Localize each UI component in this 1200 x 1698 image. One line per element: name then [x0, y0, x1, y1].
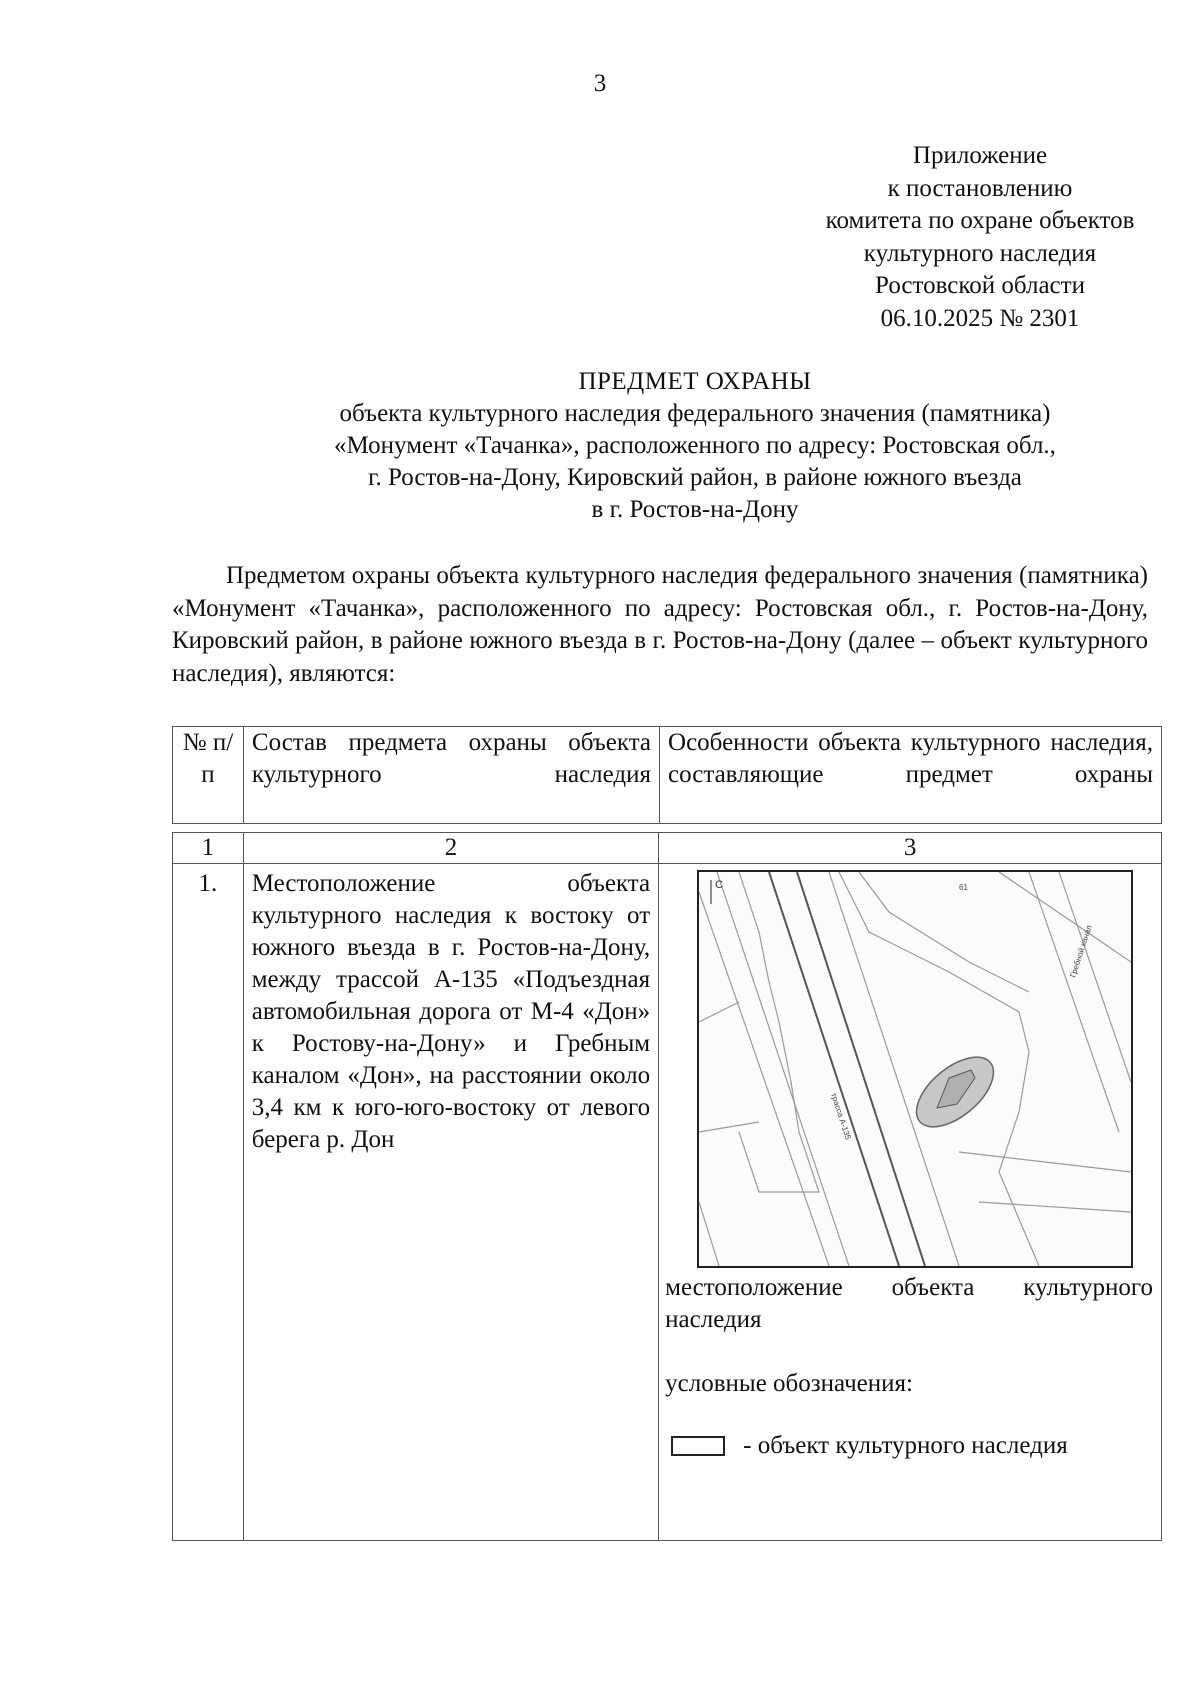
column-number: 2 [243, 833, 658, 864]
title-line: в г. Ростов-на-Дону [591, 496, 799, 523]
location-map [697, 870, 1133, 1268]
legend-item-label: - объект культурного наследия [743, 1432, 1068, 1459]
column-number-row [173, 833, 1162, 864]
header-composition: Состав предмета охраны объекта культурного наследия [243, 727, 659, 824]
title-line: г. Ростов-на-Дону, Кировский район, в районе южного въезда [368, 464, 1022, 491]
appendix-date: 06.10.2025 № 2301 [880, 304, 1080, 332]
appendix-line: комитета по охране объектов [825, 207, 1135, 234]
legend-box-icon [671, 1436, 725, 1456]
appendix-line: культурного наследия [863, 239, 1097, 267]
map-caption: местоположение объекта культурного наследия [665, 1274, 1153, 1333]
legend-item [665, 1430, 1153, 1462]
appendix-line: Приложение [912, 142, 1048, 169]
column-number: 3 [659, 833, 1162, 864]
map-label: 61 [959, 883, 969, 892]
table-header [172, 726, 1162, 824]
table-row [173, 864, 1162, 1541]
appendix-line: к постановлению [887, 174, 1073, 202]
header-features: Особенности объекта культурного наследия, составляющие предмет охраны [660, 727, 1162, 824]
page-number: 3 [593, 70, 607, 97]
map-north-label: С [715, 879, 724, 891]
intro-paragraph: Предметом охраны объекта культурного наследия федерального значения (памятника) «Монумент «Тачанка», расположенного по адресу: Ростовская обл., г. Ростов-на-Дону, Кировский район, в районе южного въезда в г. Ростов-на-Дону (далее – объект культурного наследия), являются: [172, 562, 1148, 687]
composition-text: Местоположение объекта культурного наследия к востоку от южного въезда в г. Ростов-на-Дону, между трассой А-135 «Подъездная автомобильная дорога от М-4 «Дон» к Ростову-на-Дону» и Гребным каналом «Дон», на расстоянии около 3,4 км к юго-юго-востоку от левого берега р. Дон [251, 870, 651, 1153]
title-line: «Монумент «Тачанка», расположенного по адресу: Ростовская обл., [334, 432, 1056, 459]
header-number: № п/п [173, 727, 244, 824]
appendix-block [770, 140, 1190, 335]
document-title [160, 366, 1200, 526]
map-canal-label: Гребной канал [1068, 924, 1094, 979]
column-number: 1 [173, 833, 244, 864]
title-heading: ПРЕДМЕТ ОХРАНЫ [578, 368, 812, 395]
table-body [172, 832, 1162, 1541]
title-line: объекта культурного наследия федерального значения (памятника) [339, 400, 1051, 427]
row-composition [243, 864, 658, 1541]
row-number: 1. [173, 864, 244, 1541]
appendix-line: Ростовской области [875, 272, 1085, 299]
legend-title: условные обозначения: [665, 1370, 913, 1397]
row-features [659, 864, 1162, 1541]
map-road-label: трасса А-135 [829, 1091, 853, 1141]
